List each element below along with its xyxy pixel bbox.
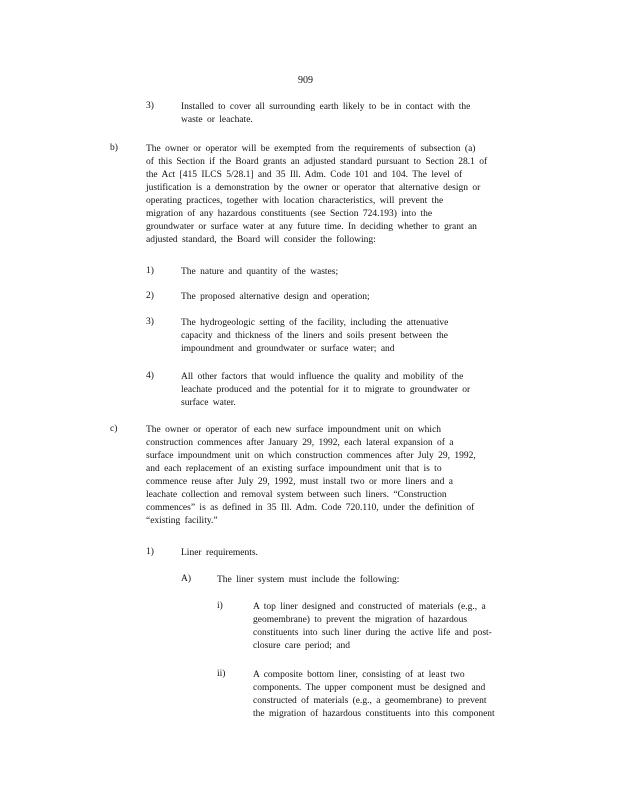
line: constituents into such liner during the active life and post- xyxy=(253,628,492,638)
line: A composite bottom liner, consisting of at least two xyxy=(253,670,465,680)
line: geomembrane) to prevent the migration of hazardous xyxy=(253,615,468,625)
line: the migration of hazardous constituents into this component xyxy=(253,709,495,719)
line: impoundment and groundwater or surface water; and xyxy=(181,344,395,354)
item-c1-text xyxy=(181,547,258,560)
item-b-text xyxy=(146,143,542,247)
line: The proposed alternative design and operation; xyxy=(181,292,370,302)
item-b-label: b) xyxy=(110,143,118,153)
line: commence reuse after July 29, 1992, must install two or more liners and a xyxy=(146,477,453,487)
line: and each replacement of an existing surface impoundment unit that is to xyxy=(146,464,442,474)
item-cii-text xyxy=(253,669,495,721)
item-cii-label: ii) xyxy=(217,669,226,679)
line: Liner requirements. xyxy=(181,548,258,558)
line: A top liner designed and constructed of materials (e.g., a xyxy=(253,602,486,612)
item-b1-text xyxy=(181,266,338,279)
line: of this Section if the Board grants an adjusted standard pursuant to Section 28.1 of xyxy=(146,157,488,167)
line: construction commences after January 29, 1992, each lateral expansion of a xyxy=(146,438,454,448)
item-b2-label: 2) xyxy=(146,291,154,301)
line: The owner or operator will be exempted from the requirements of subsection (a) xyxy=(146,144,476,154)
item-cA-text xyxy=(217,574,399,587)
line: constructed of materials (e.g., a geomembrane) to prevent xyxy=(253,696,487,706)
item-c-label: c) xyxy=(110,424,118,434)
item-3-top-text xyxy=(181,101,470,127)
line: adjusted standard, the Board will consider the following: xyxy=(146,235,376,245)
line: leachate produced and the potential for it to migrate to groundwater or xyxy=(181,385,471,395)
line: groundwater or surface water at any future time. In deciding whether to grant an xyxy=(146,222,477,232)
item-b4-text xyxy=(181,371,470,410)
line: operating practices, together with location characteristics, will prevent the xyxy=(146,196,444,206)
line: The owner or operator of each new surface impoundment unit on which xyxy=(146,425,442,435)
line: surface water. xyxy=(181,398,236,408)
line: All other factors that would influence the quality and mobility of the xyxy=(181,372,464,382)
line: capacity and thickness of the liners and soils present between the xyxy=(181,331,448,341)
line: the Act [415 ILCS 5/28.1] and 35 Ill. Adm. Code 101 and 104. The level of xyxy=(146,170,463,180)
item-ci-label: i) xyxy=(217,601,223,611)
line: “existing facility.” xyxy=(146,516,218,526)
line: justification is a demonstration by the owner or operator that alternative design or xyxy=(146,183,481,193)
line: components. The upper component must be designed and xyxy=(253,683,486,693)
page-number: 909 xyxy=(298,75,313,86)
line: closure care period; and xyxy=(253,641,350,651)
line: The liner system must include the following: xyxy=(217,575,400,585)
item-cA-label: A) xyxy=(181,574,192,584)
line: commences” is as defined in 35 Ill. Adm. Code 720.110, under the definition of xyxy=(146,503,475,513)
line: migration of any hazardous constituents (see Section 724.193) into the xyxy=(146,209,433,219)
item-3-top-label: 3) xyxy=(146,101,154,111)
line: The nature and quantity of the wastes; xyxy=(181,267,339,277)
line: leachate collection and removal system between such liners. “Construction xyxy=(146,490,447,500)
item-b3-text xyxy=(181,317,448,356)
item-c1-label: 1) xyxy=(146,547,154,557)
item-b3-label: 3) xyxy=(146,317,154,327)
line: The hydrogeologic setting of the facility, including the attenuative xyxy=(181,318,449,328)
line: waste or leachate. xyxy=(181,115,253,125)
item-b1-label: 1) xyxy=(146,266,154,276)
item-b4-label: 4) xyxy=(146,371,154,381)
item-ci-text xyxy=(253,601,492,653)
item-b2-text xyxy=(181,291,370,304)
line: Installed to cover all surrounding earth likely to be in contact with the xyxy=(181,102,471,112)
line: surface impoundment unit on which construction commences after July 29, 1992, xyxy=(146,451,476,461)
item-c-text xyxy=(146,424,542,528)
